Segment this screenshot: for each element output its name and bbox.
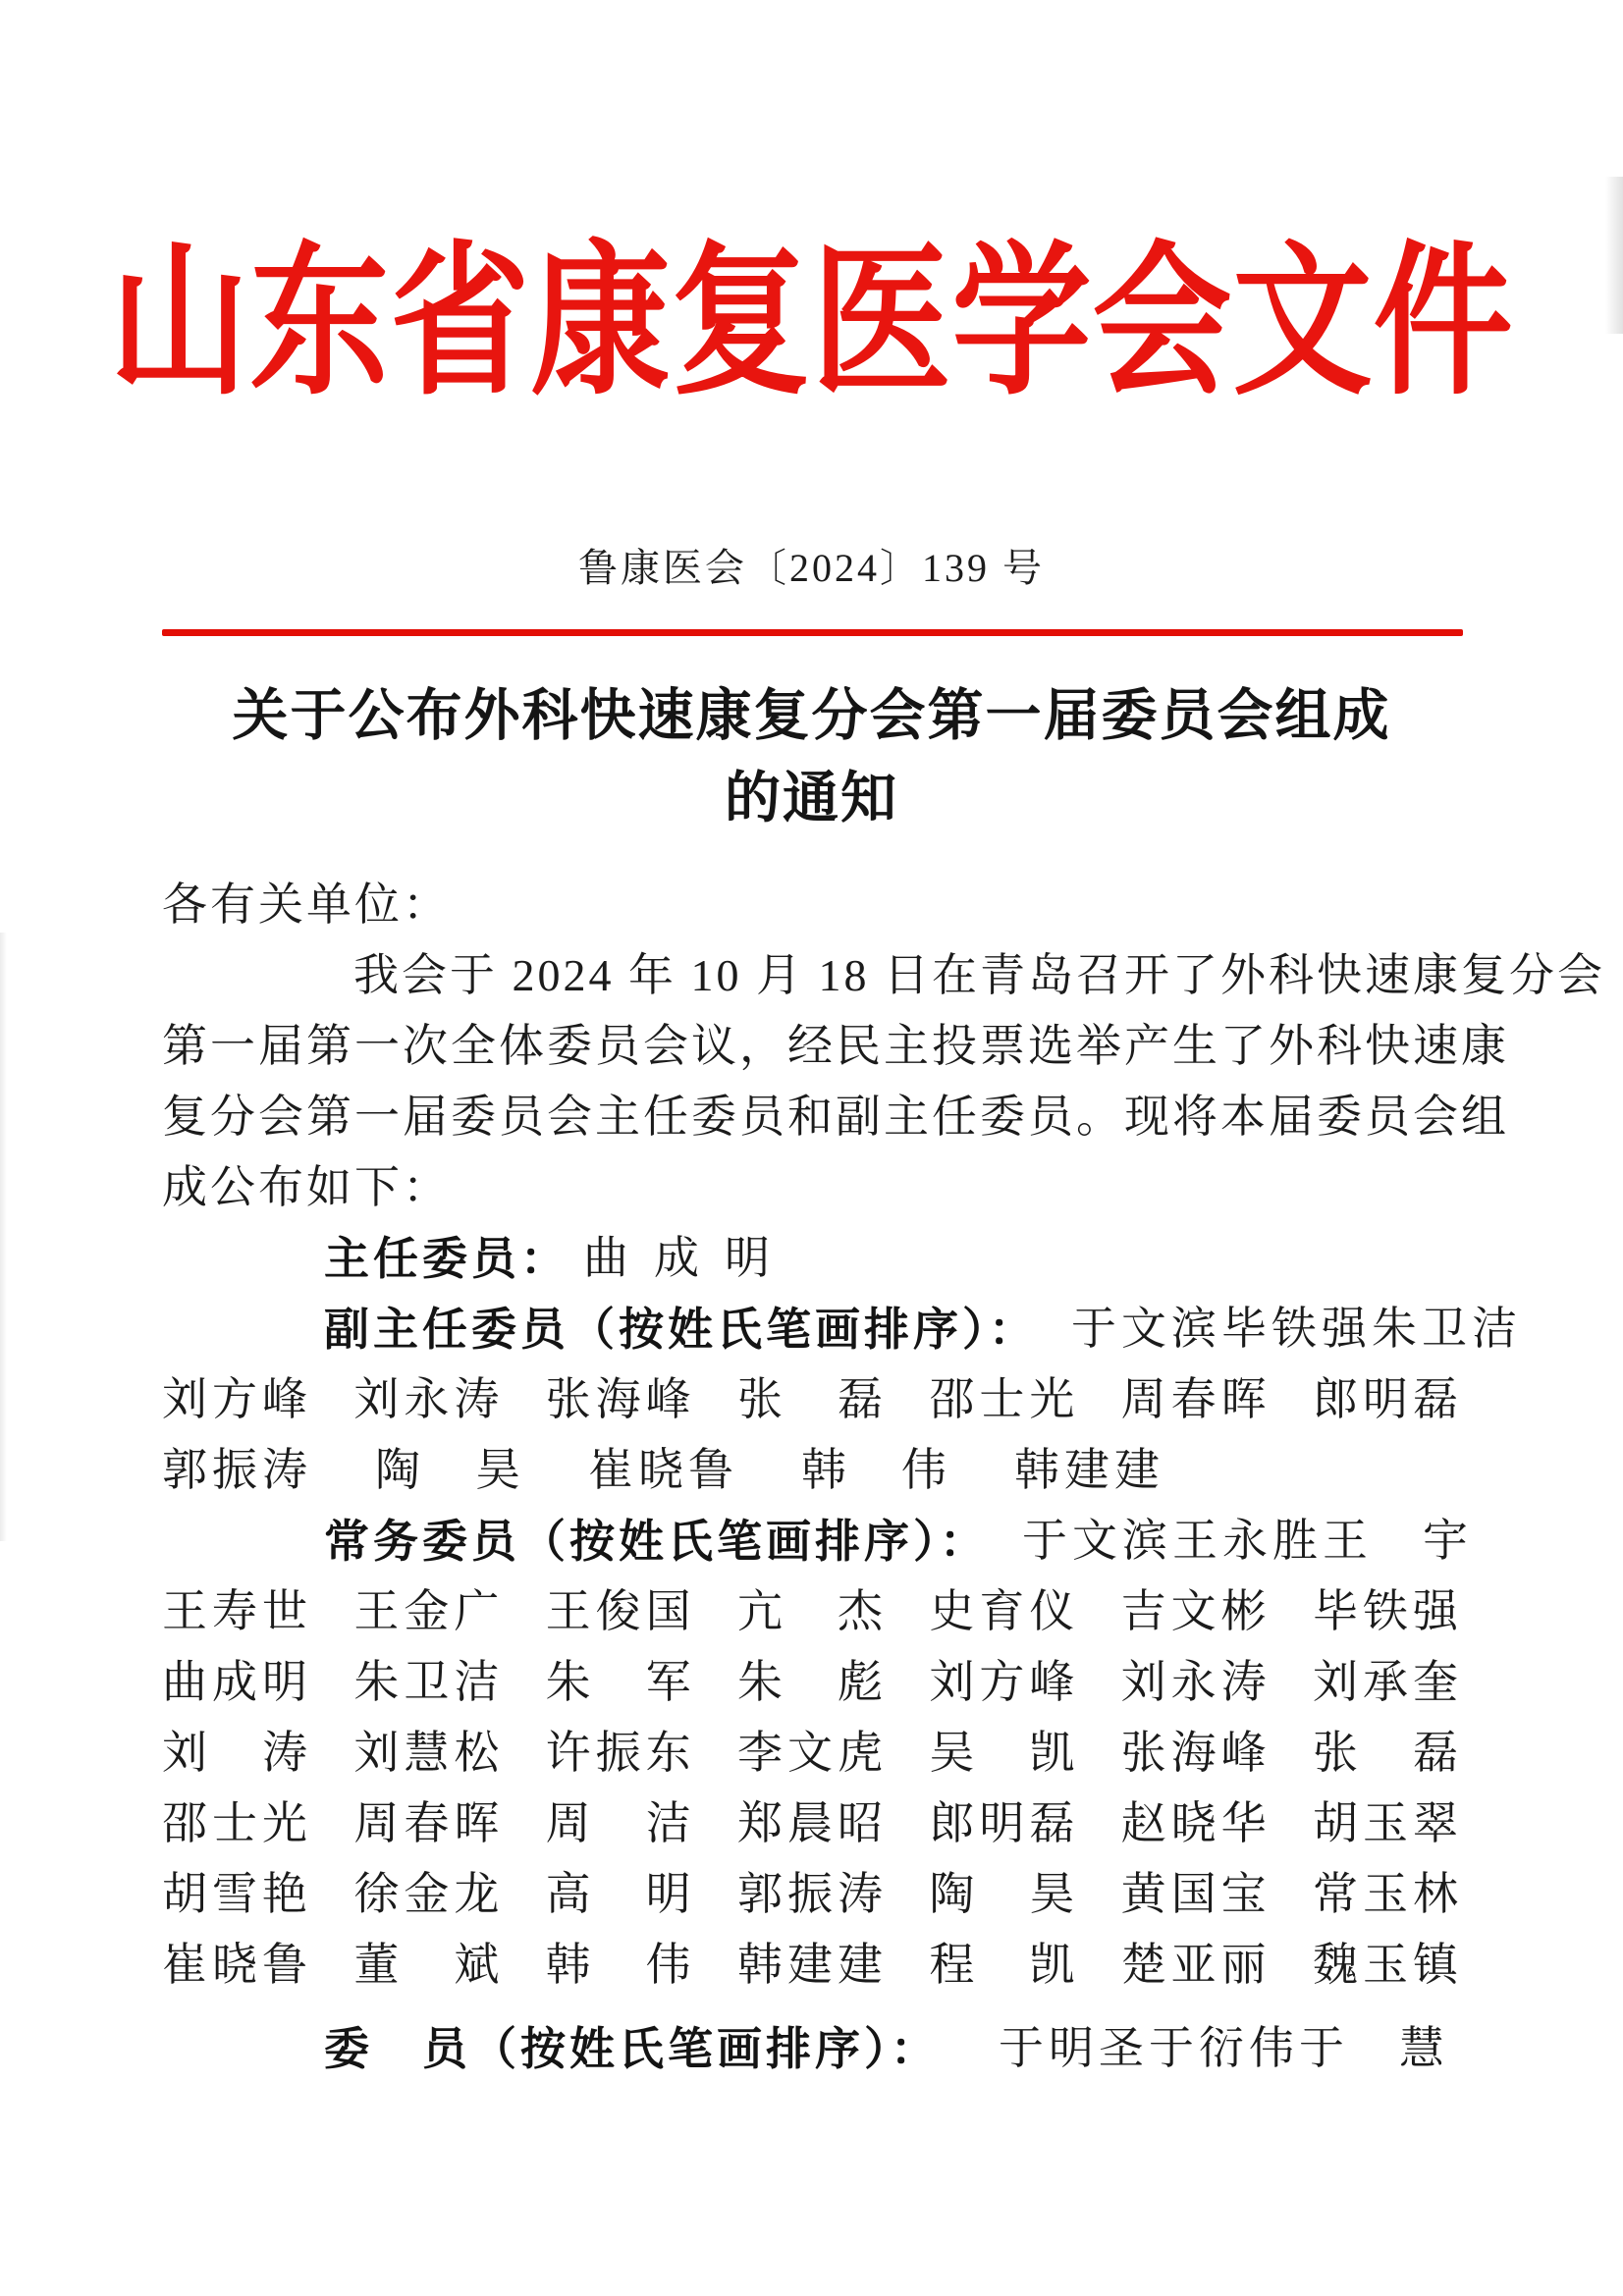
- standing-row-4: [162, 1789, 1463, 1859]
- member-name: 朱卫洁: [1372, 1304, 1522, 1355]
- member-name: 韩建建: [1014, 1445, 1164, 1496]
- paragraph-line-2: 第一届第一次全体委员会议，经民主投票选举产生了外科快速康: [162, 1021, 1509, 1072]
- standing-row-5: [162, 1859, 1463, 1930]
- notice-body: [0, 870, 1623, 2084]
- member-name: 周春晖: [353, 1798, 505, 1849]
- member-name: 郭振涛: [736, 1869, 888, 1920]
- vice-chair-line: [162, 1294, 1522, 1364]
- notice-title-line1: 关于公布外科快速康复分会第一届委员会组成: [232, 685, 1391, 748]
- member-name: 张 磊: [736, 1374, 888, 1425]
- members-first-names: [940, 2013, 1523, 2084]
- member-name: 崔晓鲁: [162, 1940, 312, 1991]
- member-name: 刘方峰: [162, 1374, 312, 1425]
- member-name: 张 磊: [1312, 1728, 1463, 1779]
- standing-row-1: [162, 1576, 1463, 1647]
- paragraph-line-1: 我会于 2024 年 10 月 18 日在青岛召开了外科快速康复分会: [353, 950, 1605, 1001]
- member-name: 楚亚丽: [1120, 1940, 1271, 1991]
- member-name: 郎明磊: [1312, 1374, 1463, 1425]
- member-name: 许振东: [545, 1728, 696, 1779]
- member-name: 于衍伟: [1149, 2023, 1299, 2074]
- member-name: 赵晓华: [1120, 1798, 1271, 1849]
- member-name: 张海峰: [545, 1374, 696, 1425]
- member-name: 王 宇: [1323, 1516, 1473, 1567]
- member-name: 魏玉镇: [1312, 1940, 1463, 1991]
- member-name: 刘方峰: [929, 1657, 1080, 1708]
- member-name: 朱 军: [545, 1657, 696, 1708]
- salutation: 各有关单位：: [162, 880, 451, 931]
- chairman-name: 曲成明: [583, 1233, 795, 1284]
- member-name: 程 凯: [929, 1940, 1080, 1991]
- member-name: 高 明: [545, 1869, 696, 1920]
- member-name: 邵士光: [162, 1798, 312, 1849]
- notice-title-line2: 的通知: [725, 768, 898, 830]
- member-name: 吉文彬: [1120, 1586, 1271, 1637]
- member-name: 周春晖: [1120, 1374, 1271, 1425]
- chairman-label: 主任委员：: [324, 1233, 569, 1285]
- member-name: 吴 凯: [929, 1728, 1080, 1779]
- standing-committee-line: [162, 1506, 1473, 1576]
- member-name: 张海峰: [1120, 1728, 1271, 1779]
- document-number: 鲁康医会〔2024〕139 号: [578, 546, 1045, 591]
- member-name: 李文虎: [736, 1728, 888, 1779]
- chairman-line: [162, 1223, 1463, 1294]
- member-name: 王寿世: [162, 1586, 312, 1637]
- member-name: 于文滨: [1022, 1516, 1172, 1567]
- standing-row-2: [162, 1647, 1463, 1718]
- member-name: 王永胜: [1172, 1516, 1323, 1567]
- member-name: 崔晓鲁: [588, 1445, 738, 1496]
- member-name: 于明圣: [999, 2023, 1149, 2074]
- member-name: 王金广: [353, 1586, 505, 1637]
- standing-first-names: [989, 1506, 1473, 1576]
- member-name: 于文滨: [1071, 1304, 1221, 1355]
- members-line: [162, 2013, 1463, 2084]
- paragraph-line-3: 复分会第一届委员会主任委员和副主任委员。现将本届委员会组: [162, 1092, 1509, 1143]
- member-name: 黄国宝: [1120, 1869, 1271, 1920]
- member-name: 徐金龙: [353, 1869, 505, 1920]
- member-name: 郭振涛: [162, 1445, 312, 1496]
- paragraph-line-4: 成公布如下：: [162, 1162, 451, 1213]
- member-name: 胡雪艳: [162, 1869, 312, 1920]
- member-name: 董 斌: [353, 1940, 505, 1991]
- member-name: 陶 昊: [375, 1445, 525, 1496]
- issuing-org-header: 山东省康复医学会文件: [109, 231, 1514, 415]
- member-name: 刘永涛: [1120, 1657, 1271, 1708]
- red-divider-line: [162, 629, 1463, 636]
- member-name: 曲成明: [162, 1657, 312, 1708]
- member-name: 王俊国: [545, 1586, 696, 1637]
- members-label: 委 员（按姓氏笔画排序）：: [324, 2023, 940, 2075]
- member-name: 于 慧: [1299, 2023, 1449, 2074]
- member-name: 史育仪: [929, 1586, 1080, 1637]
- member-name: 胡玉翠: [1312, 1798, 1463, 1849]
- member-name: 韩 伟: [801, 1445, 951, 1496]
- member-name: 常玉林: [1312, 1869, 1463, 1920]
- vice-chair-row-2: [162, 1435, 1463, 1506]
- member-name: 郑晨昭: [736, 1798, 888, 1849]
- standing-row-3: [162, 1718, 1463, 1789]
- vice-chair-first-names: [1038, 1294, 1522, 1364]
- vice-chair-label: 副主任委员（按姓氏笔画排序）：: [324, 1304, 1038, 1356]
- standing-committee-label: 常务委员（按姓氏笔画排序）：: [324, 1516, 989, 1568]
- member-name: 亢 杰: [736, 1586, 888, 1637]
- member-name: 朱卫洁: [353, 1657, 505, 1708]
- member-name: 朱 彪: [736, 1657, 888, 1708]
- member-name: 刘承奎: [1312, 1657, 1463, 1708]
- member-name: 毕铁强: [1221, 1304, 1372, 1355]
- member-name: 韩建建: [736, 1940, 888, 1991]
- standing-row-6: [162, 1930, 1463, 2001]
- member-name: 刘 涛: [162, 1728, 312, 1779]
- member-name: 刘永涛: [353, 1374, 505, 1425]
- member-name: 毕铁强: [1312, 1586, 1463, 1637]
- member-name: 韩 伟: [545, 1940, 696, 1991]
- member-name: 周 洁: [545, 1798, 696, 1849]
- vice-chair-row-1: [162, 1364, 1463, 1435]
- member-name: 邵士光: [929, 1374, 1080, 1425]
- member-name: 刘慧松: [353, 1728, 505, 1779]
- member-name: 陶 昊: [929, 1869, 1080, 1920]
- member-name: 郎明磊: [929, 1798, 1080, 1849]
